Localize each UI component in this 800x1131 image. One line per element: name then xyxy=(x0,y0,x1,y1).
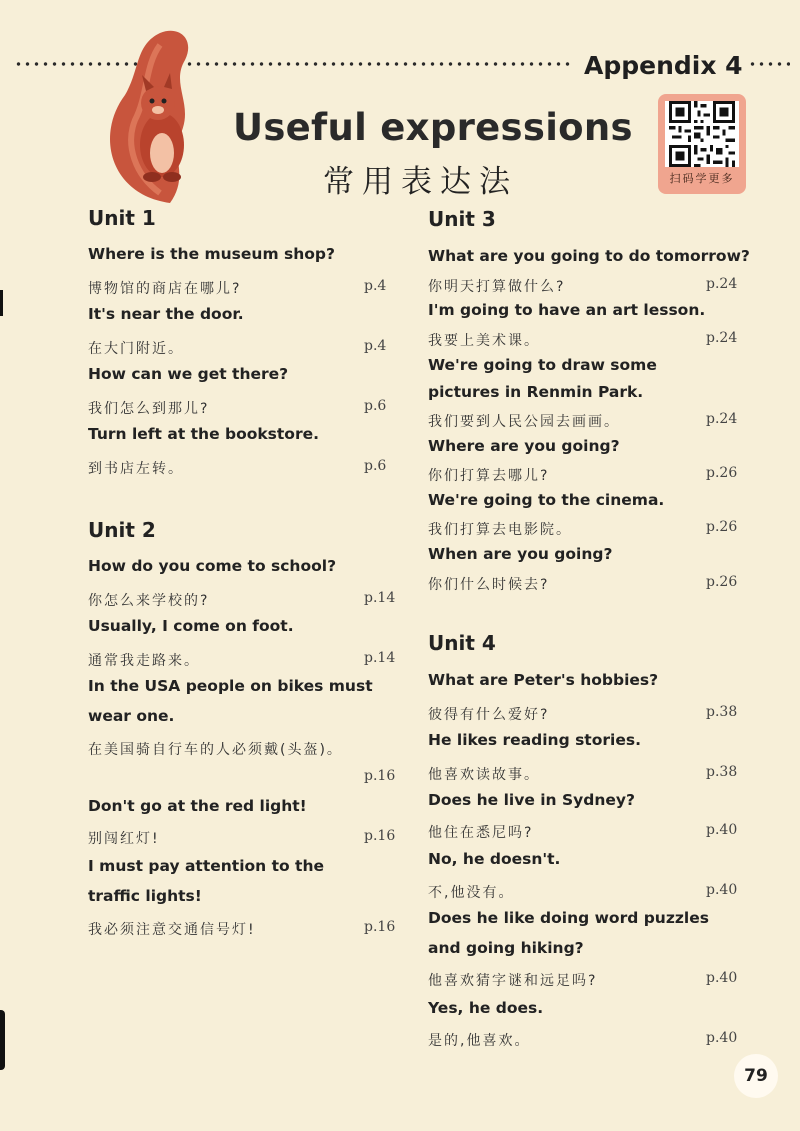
english-expression: Where is the museum shop? xyxy=(88,245,335,263)
unit-heading: Unit 4 xyxy=(428,631,496,655)
page-subtitle: 常用表达法 xyxy=(323,164,518,200)
chinese-translation: 我们要到人民公园去画画。 xyxy=(428,414,620,430)
binding-mark xyxy=(0,290,3,316)
chinese-translation: 你们打算去哪儿? xyxy=(428,468,550,484)
dotted-rule-left xyxy=(14,60,570,68)
chinese-translation: 是的,他喜欢。 xyxy=(428,1033,531,1049)
english-expression: Turn left at the bookstore. xyxy=(88,425,320,443)
page-reference: p.40 xyxy=(706,822,738,838)
chinese-translation: 不,他没有。 xyxy=(428,885,515,901)
english-expression: wear one. xyxy=(88,707,175,725)
english-expression: Usually, I come on foot. xyxy=(88,617,294,635)
english-expression: When are you going? xyxy=(428,545,613,563)
english-expression: How do you come to school? xyxy=(88,557,337,575)
unit-heading: Unit 2 xyxy=(88,518,156,542)
page-reference: p.6 xyxy=(364,398,387,414)
chinese-translation: 在大门附近。 xyxy=(88,341,184,357)
chinese-translation: 彼得有什么爱好? xyxy=(428,707,550,723)
page-reference: p.26 xyxy=(706,574,738,590)
english-expression: No, he doesn't. xyxy=(428,850,561,868)
english-expression: Does he like doing word puzzles xyxy=(428,909,709,927)
qr-caption: 扫码学更多 xyxy=(669,172,735,185)
page-reference: p.24 xyxy=(706,276,738,292)
chinese-translation: 到书店左转。 xyxy=(88,461,184,477)
page-reference: p.40 xyxy=(706,1030,738,1046)
chinese-translation: 我们打算去电影院。 xyxy=(428,522,572,538)
page-reference: p.24 xyxy=(706,411,738,427)
page-reference: p.14 xyxy=(364,650,396,666)
page-reference: p.40 xyxy=(706,970,738,986)
page-reference: p.16 xyxy=(364,768,396,784)
qr-code-panel[interactable] xyxy=(658,94,746,194)
page-reference: p.26 xyxy=(706,465,738,481)
chinese-translation: 我必须注意交通信号灯! xyxy=(88,922,256,938)
english-expression: We're going to draw some xyxy=(428,356,657,374)
english-expression: Does he live in Sydney? xyxy=(428,791,635,809)
chinese-translation: 别闯红灯! xyxy=(88,831,160,847)
unit-heading: Unit 1 xyxy=(88,206,156,230)
chinese-translation: 我们怎么到那儿? xyxy=(88,401,210,417)
binding-mark xyxy=(0,1010,5,1070)
english-expression: Don't go at the red light! xyxy=(88,797,307,815)
english-expression: I'm going to have an art lesson. xyxy=(428,301,706,319)
appendix-label: Appendix 4 xyxy=(584,51,743,80)
english-expression: We're going to the cinema. xyxy=(428,491,665,509)
english-expression: How can we get there? xyxy=(88,365,289,383)
page-reference: p.16 xyxy=(364,828,396,844)
english-expression: What are you going to do tomorrow? xyxy=(428,247,750,265)
page-reference: p.38 xyxy=(706,704,738,720)
english-expression: traffic lights! xyxy=(88,887,202,905)
english-expression: He likes reading stories. xyxy=(428,731,641,749)
page-reference: p.4 xyxy=(364,338,387,354)
squirrel-illustration xyxy=(100,25,230,215)
english-expression: What are Peter's hobbies? xyxy=(428,671,659,689)
chinese-translation: 通常我走路来。 xyxy=(88,653,200,669)
chinese-translation: 他喜欢猜字谜和远足吗? xyxy=(428,973,598,989)
english-expression: Yes, he does. xyxy=(428,999,544,1017)
page-reference: p.6 xyxy=(364,458,387,474)
chinese-translation: 我要上美术课。 xyxy=(428,333,540,349)
page-reference: p.26 xyxy=(706,519,738,535)
english-expression: It's near the door. xyxy=(88,305,244,323)
page-reference: p.24 xyxy=(706,330,738,346)
chinese-translation: 博物馆的商店在哪儿? xyxy=(88,281,242,297)
english-expression: and going hiking? xyxy=(428,939,584,957)
english-expression: In the USA people on bikes must xyxy=(88,677,373,695)
chinese-translation: 他住在悉尼吗? xyxy=(428,825,534,841)
page-title: Useful expressions xyxy=(233,106,633,149)
page-reference: p.40 xyxy=(706,882,738,898)
chinese-translation: 他喜欢读故事。 xyxy=(428,767,540,783)
unit-heading: Unit 3 xyxy=(428,207,496,231)
page-reference: p.38 xyxy=(706,764,738,780)
chinese-translation: 你明天打算做什么? xyxy=(428,279,566,295)
english-expression: pictures in Renmin Park. xyxy=(428,383,644,401)
chinese-translation: 你怎么来学校的? xyxy=(88,593,210,609)
page-number: 79 xyxy=(734,1054,778,1098)
page-reference: p.4 xyxy=(364,278,387,294)
english-expression: Where are you going? xyxy=(428,437,620,455)
qr-code-icon xyxy=(665,101,739,167)
page-reference: p.14 xyxy=(364,590,396,606)
chinese-translation: 你们什么时候去? xyxy=(428,577,550,593)
english-expression: I must pay attention to the xyxy=(88,857,324,875)
page-reference: p.16 xyxy=(364,919,396,935)
chinese-translation: 在美国骑自行车的人必须戴(头盔)。 xyxy=(88,742,343,758)
dotted-rule-right xyxy=(748,60,790,68)
